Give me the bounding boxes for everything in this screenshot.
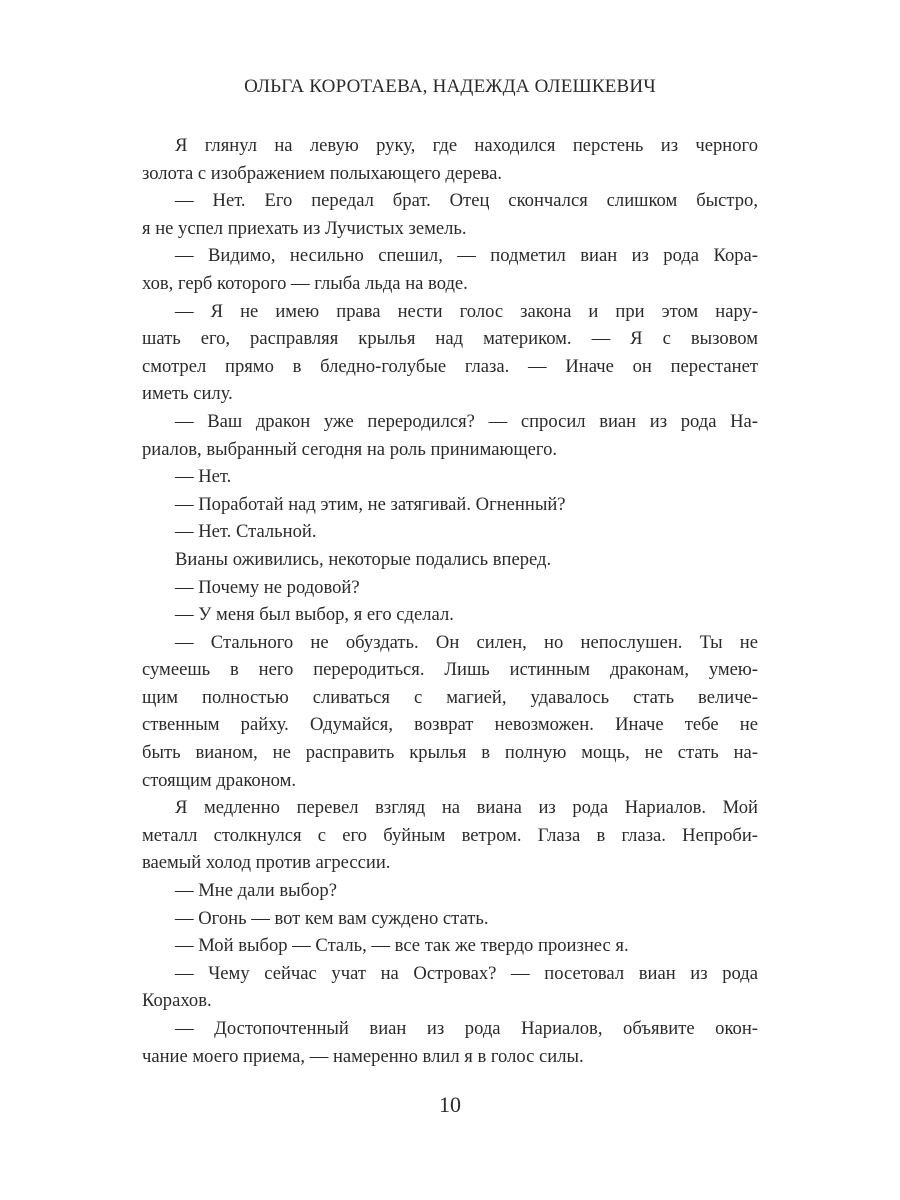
paragraph [142,1015,758,1070]
text-line: — Ваш дракон уже переродился? — спросил виан из рода На- [175,410,758,432]
text-line: — Мне дали выбор? [175,880,337,902]
text-line: смотрел прямо в бледно-голубые глаза. — Иначе он перестанет [142,355,758,377]
paragraph [142,518,758,546]
text-line: ственным райху. Одумайся, возврат невозможен. Иначе тебе не [142,714,758,736]
text-line: золота с изображением полыхающего дерева. [142,162,503,184]
text-line: металл столкнулся с его буйным ветром. Глаза в глаза. Непроби- [142,824,758,846]
text-line: — Нет. Стальной. [175,521,317,543]
paragraph [142,491,758,519]
text-line: хов, герб которого — глыба льда на воде. [142,272,468,294]
paragraph [142,601,758,629]
paragraph [142,187,758,242]
text-line: Я глянул на левую руку, где находился перстень из черного [175,135,758,156]
text-line: — Почему не родовой? [175,576,360,598]
page-number: 10 [439,1092,461,1117]
running-header: ОЛЬГА КОРОТАЕВА, НАДЕЖДА ОЛЕШКЕВИЧ [244,76,656,97]
text-line: Я медленно перевел взгляд на виана из рода Нариалов. Мой [175,797,758,819]
text-line: — Видимо, несильно спешил, — подметил виан из рода Кора- [175,245,758,267]
text-line: щим полностью сливаться с магией, удавалось стать величе- [142,686,758,708]
text-line: — Нет. Его передал брат. Отец скончался слишком быстро, [175,190,758,212]
paragraph [142,546,758,574]
text-line: быть вианом, не расправить крылья в полную мощь, не стать на- [142,742,758,764]
text-line: сумеешь в него переродиться. Лишь истинным драконам, умею- [142,659,758,681]
text-line: риалов, выбранный сегодня на роль принимающего. [142,438,558,460]
text-line: — Я не имею права нести голос закона и при этом нару- [175,300,758,322]
text-line: — Мой выбор — Сталь, — все так же твердо произнес я. [175,935,629,957]
page-body [142,132,758,1070]
paragraph [142,408,758,463]
text-line: — У меня был выбор, я его сделал. [175,604,454,626]
text-line: стоящим драконом. [142,769,297,791]
paragraph [142,132,758,187]
text-line: чание моего приема, — намеренно влил я в голос силы. [142,1045,584,1067]
text-line: я не успел приехать из Лучистых земель. [142,217,467,239]
text-line: — Поработай над этим, не затягивай. Огненный? [175,493,566,515]
paragraph [142,932,758,960]
text-line: — Чему сейчас учат на Островах? — посетовал виан из рода [175,962,758,984]
paragraph [142,242,758,297]
text-line: — Достопочтенный виан из рода Нариалов, объявите окон- [175,1018,758,1039]
paragraph [142,960,758,1015]
text-line: Корахов. [142,990,212,1012]
text-line: — Огонь — вот кем вам суждено стать. [175,907,489,929]
paragraph [142,298,758,408]
paragraph [142,905,758,933]
paragraph [142,629,758,795]
text-line: — Нет. [175,466,232,488]
text-line: Вианы оживились, некоторые подались вперед. [175,548,552,570]
text-line: иметь силу. [142,383,233,405]
paragraph [142,794,758,877]
paragraph [142,463,758,491]
text-line: шать его, расправляя крылья над материком. — Я с вызовом [142,328,758,350]
paragraph [142,574,758,602]
paragraph [142,877,758,905]
text-line: — Стального не обуздать. Он силен, но непослушен. Ты не [175,631,758,653]
text-line: ваемый холод против агрессии. [142,852,391,874]
